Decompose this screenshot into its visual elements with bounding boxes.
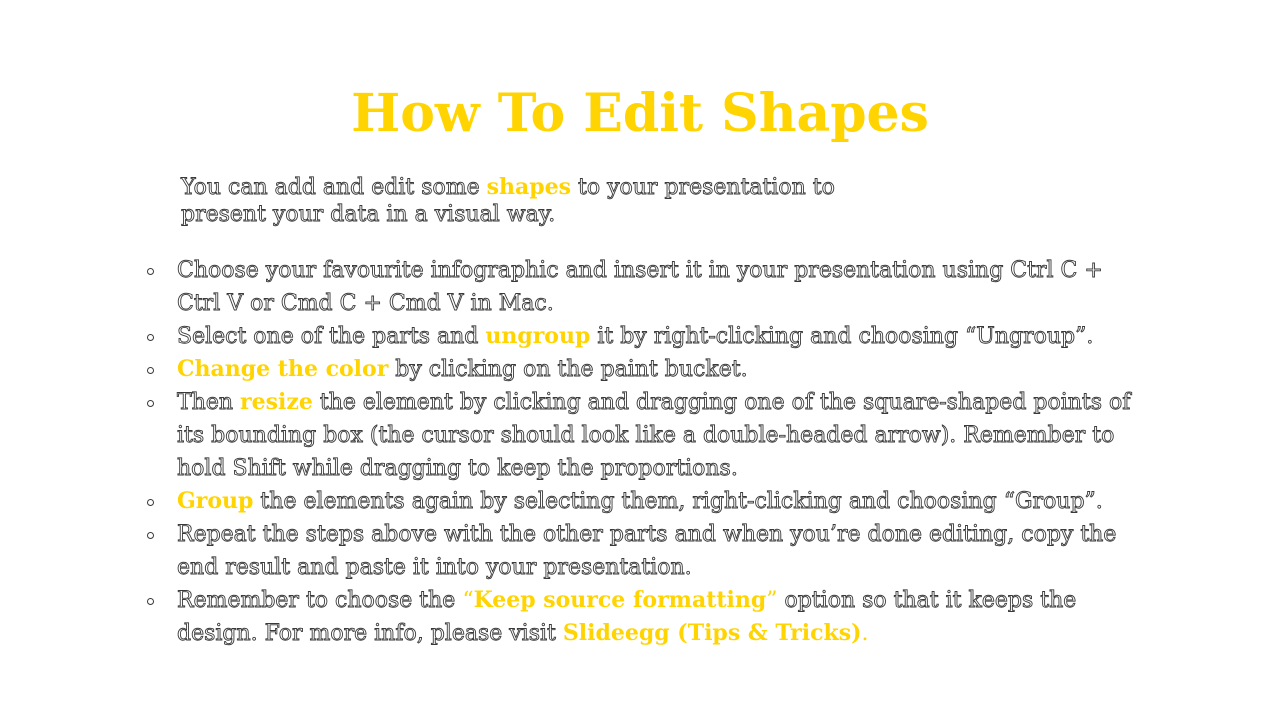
bullet-icon: [147, 367, 154, 374]
intro-text-end: to your presentation to present your data in a visual way.: [181, 175, 835, 227]
bullet-text-end: the element by clicking and dragging one of the square-shaped points of its bounding box (the cursor should look like a double-headed arrow). Remember to hold Shift while dragging to keep the proportions.: [177, 390, 1131, 481]
bullet-text: Choose your favourite infographic and insert it in your presentation using Ctrl C + Ctrl V or Cmd C + Cmd V in Mac.: [177, 258, 1103, 316]
bullet-text-end: the elements again by selecting them, right-clicking and choosing “Group”.: [253, 489, 1103, 514]
bullet-text: Repeat the steps above with the other parts and when you’re done editing, copy the end result and paste it into your presentation.: [177, 522, 1117, 580]
intro-text-start: You can add and edit some: [181, 175, 487, 200]
bullet-text-start: Then: [177, 390, 241, 415]
list-item: [177, 518, 1152, 584]
intro-paragraph: [181, 174, 841, 228]
bullet-highlight: Change the color: [177, 356, 389, 382]
list-item: [177, 353, 1152, 386]
bullet-icon: [147, 499, 154, 506]
bullet-text-end: it by right-clicking and choosing “Ungroup”.: [590, 324, 1094, 349]
bullet-icon: [147, 334, 154, 341]
bullet-icon: [147, 400, 154, 407]
bullet-text-start: Select one of the parts and: [177, 324, 486, 349]
quote-close-mark: ”: [766, 588, 778, 613]
bullet-text-start: Remember to choose the: [177, 588, 463, 613]
list-item: [177, 320, 1152, 353]
bullet-highlight: ungroup: [485, 323, 591, 349]
bullet-highlight: resize: [240, 389, 313, 415]
bullet-icon: [147, 598, 154, 605]
list-item: [177, 254, 1152, 320]
bullet-highlight: Keep source formatting: [473, 587, 767, 613]
list-item: [177, 485, 1152, 518]
bullet-text-end: by clicking on the paint bucket.: [388, 357, 748, 382]
quote-open-mark: “: [462, 588, 474, 613]
slideegg-link[interactable]: Slideegg (Tips & Tricks): [562, 620, 862, 646]
bullet-icon: [147, 532, 154, 539]
bullet-text-end: .: [861, 621, 869, 646]
intro-highlight: shapes: [486, 174, 572, 200]
list-item: [177, 584, 1152, 650]
slide-title: How To Edit Shapes: [351, 83, 929, 144]
list-item: [177, 386, 1152, 485]
bullet-highlight: Group: [177, 488, 254, 514]
instruction-list: [177, 254, 1152, 650]
bullet-text-middle: option so that it keeps the design. For more info, please visit: [177, 588, 1077, 646]
bullet-icon: [147, 268, 154, 275]
